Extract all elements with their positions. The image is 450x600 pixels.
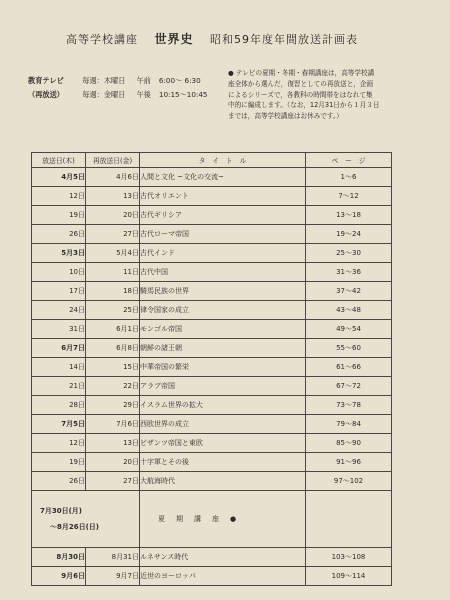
rerun-date-cell: 4月6日 (86, 168, 140, 187)
rerun-ampm: 午後 (136, 90, 151, 99)
title-cell: 古代オリエント (140, 187, 306, 206)
title-cell: 大航海時代 (140, 472, 306, 491)
summer-date-from: 7月30日(月) (40, 507, 83, 515)
table-row (32, 472, 392, 491)
broadcast-time: 6:00〜 6:30 (158, 76, 201, 85)
rerun-date-cell: 8月31日 (86, 548, 140, 567)
rerun-date-cell: 22日 (86, 377, 140, 396)
schedule-rows-after (32, 548, 392, 586)
title-cell: 十字軍とその後 (140, 453, 306, 472)
rerun-date-cell: 11日 (86, 263, 140, 282)
broadcast-row-rerun (28, 88, 208, 102)
table-row (32, 187, 392, 206)
rerun-day: 毎週：金曜日 (82, 90, 126, 99)
table-header-row (32, 153, 392, 168)
summer-date-to: 〜8月26日(日) (50, 523, 100, 531)
title-cell: 古代ローマ帝国 (140, 225, 306, 244)
table-row (32, 206, 392, 225)
broadcast-date-cell: 26日 (32, 472, 86, 491)
rerun-date-cell: 13日 (86, 187, 140, 206)
table-row (32, 244, 392, 263)
broadcast-date-cell: 7月5日 (32, 415, 86, 434)
table-row (32, 320, 392, 339)
schedule-table (31, 152, 392, 586)
summer-row (32, 491, 392, 548)
table-row (32, 263, 392, 282)
pages-cell: 7〜12 (306, 187, 392, 206)
rerun-time: 10:15〜10:45 (158, 90, 208, 99)
broadcast-date-cell: 12日 (32, 434, 86, 453)
broadcast-date-cell: 4月5日 (32, 168, 86, 187)
pages-cell: 109〜114 (306, 567, 392, 586)
rerun-date-cell: 5月4日 (86, 244, 140, 263)
broadcast-date-cell: 17日 (32, 282, 86, 301)
table-row (32, 567, 392, 586)
pages-cell: 49〜54 (306, 320, 392, 339)
broadcast-date-cell: 19日 (32, 206, 86, 225)
channel-label: 教育テレビ (28, 76, 64, 85)
pages-cell: 25〜30 (306, 244, 392, 263)
table-row (32, 453, 392, 472)
title-cell: 朝鮮の諸王朝 (140, 339, 306, 358)
rerun-date-cell: 6月8日 (86, 339, 140, 358)
title-cell: アラブ帝国 (140, 377, 306, 396)
rerun-date-cell: 9月7日 (86, 567, 140, 586)
broadcast-day: 毎週：木曜日 (82, 76, 126, 85)
note-line: ● テレビの夏期・冬期・春期講座は，高等学校講 (228, 69, 375, 77)
title-cell: 西欧世界の成立 (140, 415, 306, 434)
broadcast-ampm: 午前 (136, 76, 151, 85)
broadcast-date-cell: 28日 (32, 396, 86, 415)
broadcast-date-cell: 19日 (32, 453, 86, 472)
broadcast-date-cell: 26日 (32, 225, 86, 244)
pages-cell: 1〜6 (306, 168, 392, 187)
pages-cell: 85〜90 (306, 434, 392, 453)
table-row (32, 301, 392, 320)
rerun-date-cell: 15日 (86, 358, 140, 377)
title-cell: モンゴル帝国 (140, 320, 306, 339)
table-row (32, 282, 392, 301)
rerun-label: （再放送） (28, 90, 64, 99)
note-line: 座全体から選んだ，復習としての再放送と，企画 (228, 79, 374, 88)
pages-cell: 43〜48 (306, 301, 392, 320)
title-cell: 古代インド (140, 244, 306, 263)
title-cell: 古代中国 (140, 263, 306, 282)
pages-cell: 79〜84 (306, 415, 392, 434)
broadcast-date-cell: 10日 (32, 263, 86, 282)
note-line: によるシリーズで，各教科の時間帯をはなれて集 (228, 90, 373, 99)
note-line: までは，高等学校講座はお休みです。） (228, 112, 343, 121)
rerun-date-cell: 13日 (86, 434, 140, 453)
pages-cell: 103〜108 (306, 548, 392, 567)
broadcast-date-cell: 21日 (32, 377, 86, 396)
broadcast-date-cell: 9月6日 (32, 567, 86, 586)
page-title (66, 30, 370, 47)
rerun-date-cell: 29日 (86, 396, 140, 415)
pages-cell: 55〜60 (306, 339, 392, 358)
broadcast-info (28, 74, 208, 102)
table-row (32, 358, 392, 377)
pages-cell: 67〜72 (306, 377, 392, 396)
title-cell: ルネサンス時代 (140, 548, 306, 567)
pages-cell: 97〜102 (306, 472, 392, 491)
pages-cell: 91〜96 (306, 453, 392, 472)
title-cell: 古代ギリシア (140, 206, 306, 225)
title-cell: 近世のヨーロッパ (140, 567, 306, 586)
column-header-rerun: 再放送日(金) (86, 153, 140, 168)
broadcast-date-cell: 8月30日 (32, 548, 86, 567)
broadcast-date-cell: 12日 (32, 187, 86, 206)
title-cell: イスラム世界の拡大 (140, 396, 306, 415)
table-row (32, 396, 392, 415)
column-header-title: タ イ ト ル (140, 153, 306, 168)
rerun-date-cell: 20日 (86, 206, 140, 225)
table-row (32, 339, 392, 358)
series-name: 高等学校講座 (66, 33, 138, 46)
broadcast-row-main (28, 74, 208, 88)
summer-pages (306, 491, 392, 548)
subject-name: 世界史 (154, 32, 194, 46)
rerun-date-cell: 25日 (86, 301, 140, 320)
table-row (32, 415, 392, 434)
pages-cell: 73〜78 (306, 396, 392, 415)
pages-cell: 13〜18 (306, 206, 392, 225)
summer-dates (32, 491, 140, 548)
pages-cell: 31〜36 (306, 263, 392, 282)
title-cell: 中華帝国の繁栄 (140, 358, 306, 377)
broadcast-date-cell: 6月7日 (32, 339, 86, 358)
rerun-date-cell: 7月6日 (86, 415, 140, 434)
column-header-date: 放送日(木) (32, 153, 86, 168)
pages-cell: 19〜24 (306, 225, 392, 244)
broadcast-date-cell: 5月3日 (32, 244, 86, 263)
broadcast-date-cell: 14日 (32, 358, 86, 377)
title-cell: 律令国家の成立 (140, 301, 306, 320)
table-row (32, 168, 392, 187)
pages-cell: 37〜42 (306, 282, 392, 301)
broadcast-date-cell: 24日 (32, 301, 86, 320)
column-header-pages: ペ ー ジ (306, 153, 392, 168)
schedule-rows (32, 168, 392, 491)
title-cell: ビザンツ帝国と東欧 (140, 434, 306, 453)
title-cell: 騎馬民族の世界 (140, 282, 306, 301)
rerun-date-cell: 27日 (86, 472, 140, 491)
summer-block (32, 491, 392, 548)
table-row (32, 434, 392, 453)
table-row (32, 225, 392, 244)
schedule-note (228, 68, 398, 122)
title-cell: 人間と文化 ~文化の交流~ (140, 168, 306, 187)
plan-name: 昭和59年度年間放送計画表 (210, 33, 359, 46)
table-row (32, 377, 392, 396)
rerun-date-cell: 18日 (86, 282, 140, 301)
rerun-date-cell: 20日 (86, 453, 140, 472)
pages-cell: 61〜66 (306, 358, 392, 377)
broadcast-date-cell: 31日 (32, 320, 86, 339)
rerun-date-cell: 27日 (86, 225, 140, 244)
note-line: 中的に編成します。（なお，12月31日から１月３日 (228, 101, 380, 110)
table-row (32, 548, 392, 567)
rerun-date-cell: 6月1日 (86, 320, 140, 339)
summer-title: 夏 期 講 座 ● (140, 491, 306, 548)
